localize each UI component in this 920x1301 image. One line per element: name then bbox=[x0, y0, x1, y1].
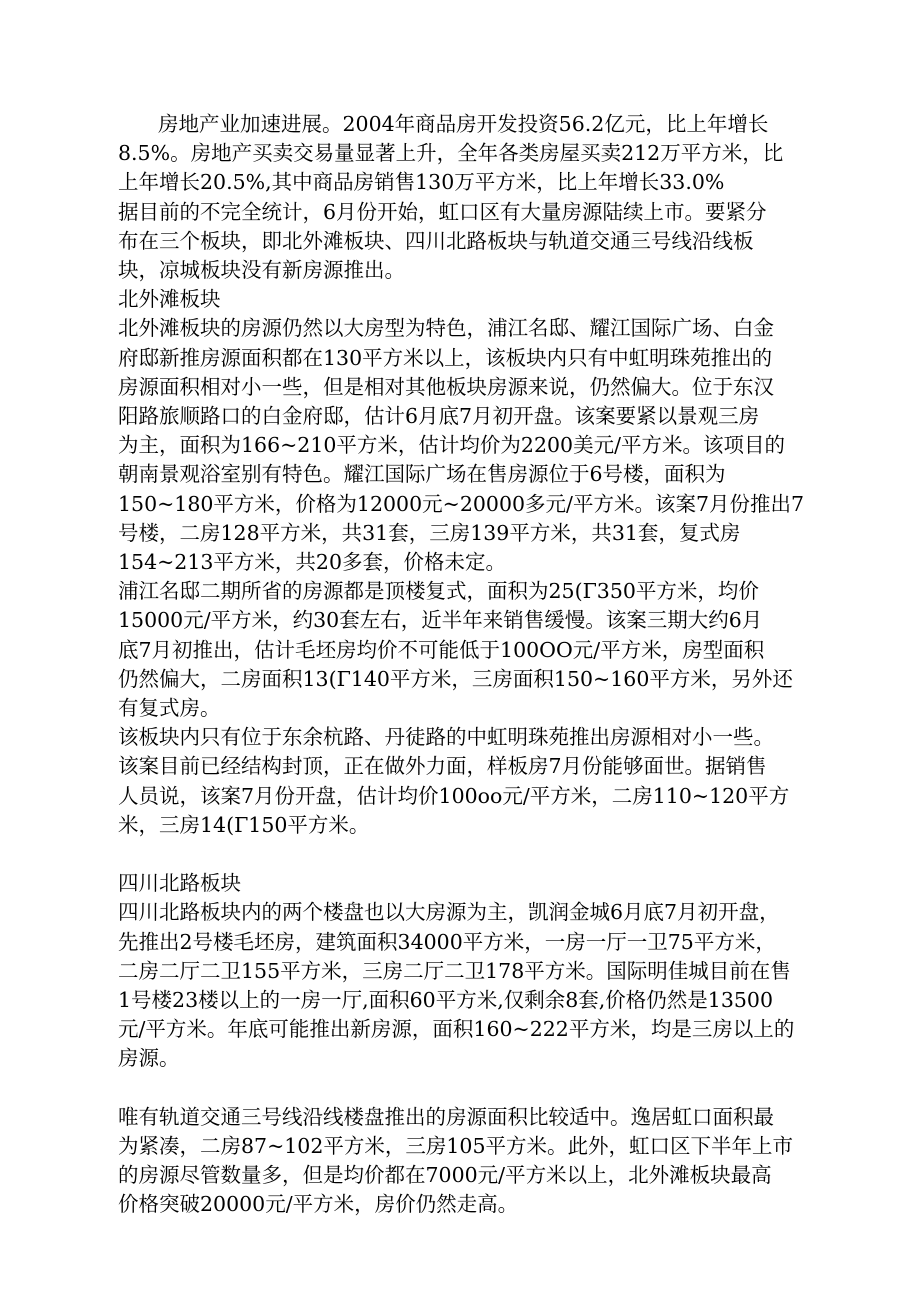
text-line: 为主，面积为166~210平方米，估计均价为2200美元/平方米。该项目的 bbox=[118, 433, 786, 458]
text-line: 唯有轨道交通三号线沿线楼盘推出的房源面积比较适中。逸居虹口面积最 bbox=[118, 1104, 774, 1129]
text-line: 阳路旅顺路口的白金府邸，估计6月底7月初开盘。该案要紧以景观三房 bbox=[118, 404, 760, 429]
blank-line bbox=[118, 840, 808, 869]
text-line: 的房源尽管数量多，但是均价都在7000元/平方米以上，北外滩板块最高 bbox=[118, 1163, 772, 1188]
text-line: 1号楼23楼以上的一房一厅,面积60平方米,仅剩余8套,价格仍然是13500 bbox=[118, 988, 774, 1013]
text-line: 8.5%。房地产买卖交易量显著上升，全年各类房屋买卖212万平方米，比 bbox=[118, 141, 784, 166]
text-line: 米，三房14(Γ150平方米。 bbox=[118, 812, 370, 837]
text-line: 人员说，该案7月份开盘，估计均价100oo元/平方米，二房110~120平方 bbox=[118, 783, 790, 808]
text-line: 150~180平方米，价格为12000元~20000多元/平方米。该案7月份推出7 bbox=[118, 491, 805, 516]
blank-line bbox=[118, 1074, 808, 1103]
text-line: 154~213平方米，共20多套，价格未定。 bbox=[118, 550, 507, 575]
text-line: 朝南景观浴室别有特色。耀江国际广场在售房源位于6号楼，面积为 bbox=[118, 462, 726, 487]
text-line: 号楼，二房128平方米，共31套，三房139平方米，共31套，复式房 bbox=[118, 520, 741, 545]
text-line: 该板块内只有位于东余杭路、丹徒路的中虹明珠苑推出房源相对小一些。 bbox=[118, 725, 774, 750]
text-line: 15000元/平方米，约30套左右，近半年来销售缓慢。该案三期大约6月 bbox=[118, 608, 763, 633]
text-line: 房源。 bbox=[118, 1046, 180, 1071]
document-body bbox=[118, 110, 808, 1220]
text-line: 四川北路板块内的两个楼盘也以大房源为主，凯润金城6月底7月初开盘， bbox=[118, 900, 780, 925]
text-line: 为紧凑，二房87~102平方米，三房105平方米。此外，虹口区下半年上市 bbox=[118, 1134, 794, 1159]
text-line: 仍然偏大，二房面积13(Γ140平方米，三房面积150~160平方米，另外还 bbox=[118, 666, 793, 691]
text-line: 北外滩板块的房源仍然以大房型为特色，浦江名邸、耀江国际广场、白金 bbox=[118, 316, 774, 341]
text-line: 房地产业加速进展。2004年商品房开发投资56.2亿元，比上年增长 bbox=[158, 112, 769, 136]
text-line: 布在三个板块，即北外滩板块、四川北路板块与轨道交通三号线沿线板 bbox=[118, 228, 754, 253]
text-line: 块，凉城板块没有新房源推出。 bbox=[118, 258, 405, 283]
text-line: 元/平方米。年底可能推出新房源，面积160~222平方米，均是三房以上的 bbox=[118, 1017, 795, 1042]
text-line: 先推出2号楼毛坯房，建筑面积34000平方米，一房一厅一卫75平方米， bbox=[118, 929, 776, 954]
text-line: 价格突破20000元/平方米，房价仍然走高。 bbox=[118, 1192, 519, 1217]
section-heading-sichuan-north-road: 四川北路板块 bbox=[118, 871, 241, 896]
text-line: 府邸新推房源面积都在130平方米以上，该板块内只有中虹明珠苑推出的 bbox=[118, 345, 773, 370]
text-line: 有复式房。 bbox=[118, 696, 221, 721]
text-line: 房源面积相对小一些，但是相对其他板块房源来说，仍然偏大。位于东汉 bbox=[118, 374, 774, 399]
text-line: 据目前的不完全统计，6月份开始，虹口区有大量房源陆续上市。要紧分 bbox=[118, 199, 767, 224]
section-heading-north-bund: 北外滩板块 bbox=[118, 287, 221, 312]
text-line: 底7月初推出，估计毛坯房均价不可能低于100OO元/平方米，房型面积 bbox=[118, 637, 765, 662]
text-line: 二房二厅二卫155平方米，三房二厅二卫178平方米。国际明佳城目前在售 bbox=[118, 958, 791, 983]
text-line: 浦江名邸二期所省的房源都是顶楼复式，面积为25(Γ350平方米，均价 bbox=[118, 579, 759, 604]
text-line: 上年增长20.5%,其中商品房销售130万平方米，比上年增长33.0% bbox=[118, 170, 725, 195]
text-line: 该案目前已经结构封顶，正在做外力面，样板房7月份能够面世。据销售 bbox=[118, 754, 767, 779]
